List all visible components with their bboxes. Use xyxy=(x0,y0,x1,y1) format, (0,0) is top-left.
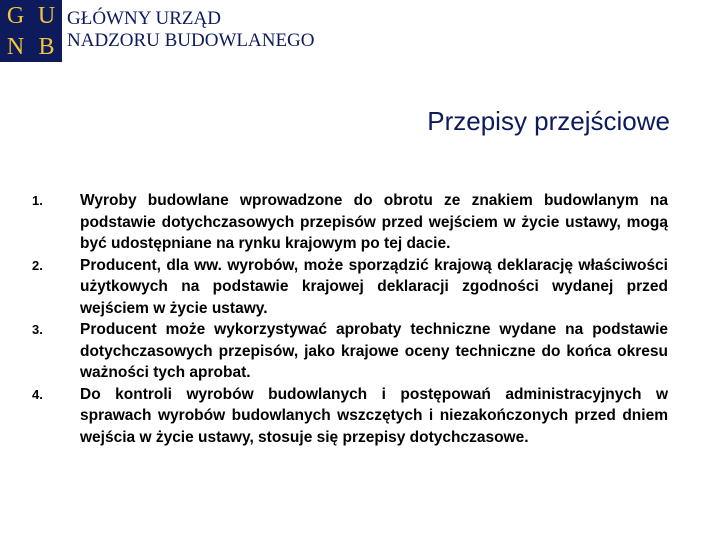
list-item-number: 4. xyxy=(32,386,43,402)
logo-letter-g: G xyxy=(6,2,25,29)
list-item xyxy=(32,319,668,384)
logo-letter-u: U xyxy=(37,2,56,29)
list-item-text: Producent, dla ww. wyrobów, może sporządzić krajową deklarację właściwości użytkowych na podstawie krajowej deklaracji zgodności wydanej przed wejściem w życie ustawy. xyxy=(80,256,668,317)
list-item-text: Do kontroli wyrobów budowlanych i postępowań administracyjnych w sprawach wyrobów budowlanych wszczętych i niezakończonych przed dniem wejścia w życie ustawy, stosuje się przepisy dotychczasowe. xyxy=(80,385,668,446)
provisions-list xyxy=(32,190,668,448)
list-item-text: Wyroby budowlane wprowadzone do obrotu ze znakiem budowlanym na podstawie dotychczasowych przepisów przed wejściem w życie ustawy, mogą być udostępniane na rynku krajowym po tej dacie. xyxy=(80,192,668,252)
slide-title: Przepisy przejściowe xyxy=(427,106,670,136)
logo-letter-n: N xyxy=(6,33,25,60)
list-item xyxy=(32,384,668,449)
list-item-text: Producent może wykorzystywać aprobaty techniczne wydane na podstawie dotychczasowych przepisów, jako krajowe oceny techniczne do końca okresu ważności tych aprobat. xyxy=(80,321,668,381)
logo-letter-b: B xyxy=(38,33,55,60)
list-item-number: 3. xyxy=(32,322,43,337)
organization-name-line1: GŁÓWNY URZĄD xyxy=(67,8,221,29)
organization-name xyxy=(67,8,315,52)
gunb-logo xyxy=(0,0,62,62)
list-item xyxy=(32,255,668,320)
list-item-number: 2. xyxy=(32,257,43,273)
list-item-number: 1. xyxy=(32,193,43,208)
list-item xyxy=(32,190,668,255)
organization-name-line2: NADZORU BUDOWLANEGO xyxy=(67,30,315,51)
